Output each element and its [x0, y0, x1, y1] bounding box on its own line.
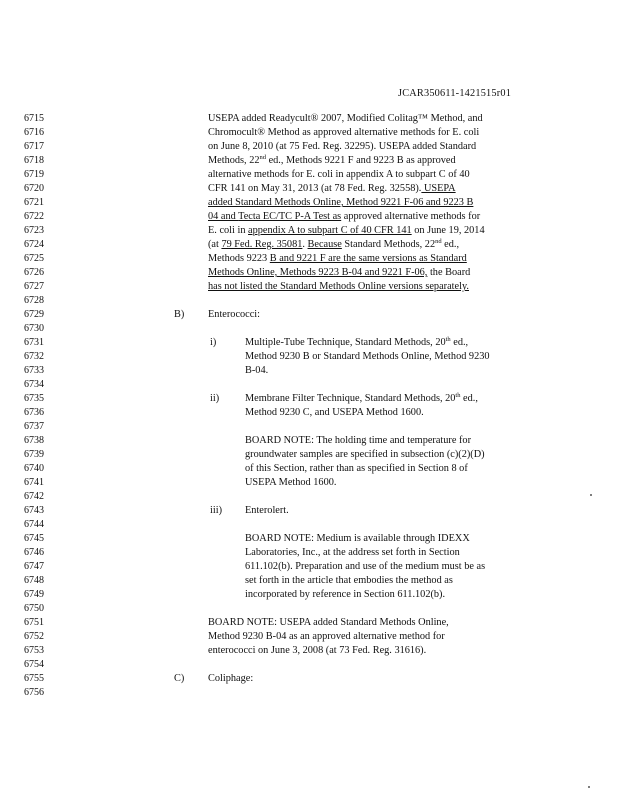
note-line: added Standard Methods Online, Method 9221 F-06 and 9223 B [208, 197, 474, 208]
item-number: i) [210, 337, 217, 348]
section-label: C) [174, 673, 185, 684]
line-number: 6729 [24, 309, 44, 320]
board-note-line: BOARD NOTE: The holding time and temperature for [245, 435, 472, 446]
board-note-line: BOARD NOTE: Medium is available through IDEXX [245, 533, 470, 544]
note-line: on June 8, 2010 (at 75 Fed. Reg. 32295). USEPA added Standard [208, 141, 477, 152]
line-number: 6715 [24, 113, 44, 124]
note-line: Methods Online, Methods 9223 B-04 and 9221 F-06, the Board [208, 267, 471, 278]
line-number: 6720 [24, 183, 44, 194]
line-number: 6725 [24, 253, 44, 264]
line-number: 6736 [24, 407, 44, 418]
board-note-line: Laboratories, Inc., at the address set forth in Section [245, 547, 460, 558]
line-number: 6742 [24, 491, 44, 502]
board-note-line: 611.102(b). Preparation and use of the medium must be as [245, 561, 486, 572]
document-id-header: JCAR350611-1421515r01 [398, 88, 512, 99]
line-number: 6727 [24, 281, 44, 292]
section-label: B) [174, 309, 185, 320]
line-number: 6716 [24, 127, 44, 138]
line-number: 6719 [24, 169, 44, 180]
note-line: Methods 9223 B and 9221 F are the same versions as Standard [208, 253, 467, 264]
line-number: 6732 [24, 351, 44, 362]
line-number: 6753 [24, 645, 44, 656]
line-number: 6752 [24, 631, 44, 642]
note-line: USEPA added Readycult® 2007, Modified Colitag™ Method, and [208, 113, 483, 124]
line-number: 6723 [24, 225, 44, 236]
note-line: 04 and Tecta EC/TC P-A Test as approved alternative methods for [208, 211, 481, 222]
item-line: Method 9230 B or Standard Methods Online, Method 9230 [245, 351, 490, 362]
line-number: 6733 [24, 365, 44, 376]
line-number: 6738 [24, 435, 44, 446]
item-line: Membrane Filter Technique, Standard Methods, 20th ed., [245, 392, 478, 404]
line-number: 6731 [24, 337, 44, 348]
item-line: Multiple-Tube Technique, Standard Methods, 20th ed., [245, 336, 469, 348]
line-number: 6746 [24, 547, 44, 558]
note-line: Chromocult® Method as approved alternative methods for E. coli [208, 127, 480, 138]
line-number: 6754 [24, 659, 44, 670]
line-number: 6756 [24, 687, 44, 698]
line-number: 6730 [24, 323, 44, 334]
scan-speck [590, 494, 592, 496]
note-line: has not listed the Standard Methods Online versions separately. [208, 281, 469, 292]
line-number: 6749 [24, 589, 44, 600]
line-number: 6722 [24, 211, 44, 222]
line-number: 6735 [24, 393, 44, 404]
board-note-line: of this Section, rather than as specified in Section 8 of [245, 463, 468, 474]
item-number: iii) [210, 505, 223, 516]
line-number: 6744 [24, 519, 44, 530]
line-number: 6747 [24, 561, 44, 572]
line-number: 6751 [24, 617, 44, 628]
line-number: 6737 [24, 421, 44, 432]
note-line: (at 79 Fed. Reg. 35081. Because Standard Methods, 22nd ed., [208, 238, 460, 250]
item-line: B-04. [245, 365, 269, 376]
scan-speck [588, 786, 590, 788]
item-line: Method 9230 C, and USEPA Method 1600. [245, 407, 424, 418]
item-line: Enterolert. [245, 505, 289, 516]
note-line: E. coli in appendix A to subpart C of 40 CFR 141 on June 19, 2014 [208, 225, 485, 236]
line-number: 6726 [24, 267, 44, 278]
line-number: 6721 [24, 197, 44, 208]
line-number: 6724 [24, 239, 44, 250]
board-note-line: set forth in the article that embodies the method as [245, 575, 453, 586]
line-number: 6740 [24, 463, 44, 474]
section-title: Coliphage: [208, 673, 254, 684]
board-note-line: Method 9230 B-04 as an approved alternative method for [208, 631, 445, 642]
note-line: CFR 141 on May 31, 2013 (at 78 Fed. Reg. 32558). USEPA [208, 183, 456, 194]
line-number: 6717 [24, 141, 44, 152]
line-number: 6741 [24, 477, 44, 488]
section-title: Enterococci: [208, 309, 261, 320]
line-number: 6743 [24, 505, 44, 516]
board-note-line: incorporated by reference in Section 611.102(b). [245, 589, 446, 600]
line-number: 6755 [24, 673, 44, 684]
note-line: Methods, 22nd ed., Methods 9221 F and 9223 B as approved [208, 154, 456, 166]
line-number: 6745 [24, 533, 44, 544]
board-note-line: enterococci on June 3, 2008 (at 73 Fed. Reg. 31616). [208, 645, 427, 656]
line-number: 6748 [24, 575, 44, 586]
board-note-line: USEPA Method 1600. [245, 477, 337, 488]
line-number: 6728 [24, 295, 44, 306]
note-line: alternative methods for E. coli in appendix A to subpart C of 40 [208, 169, 470, 180]
line-number: 6739 [24, 449, 44, 460]
line-number: 6718 [24, 155, 44, 166]
line-number: 6734 [24, 379, 44, 390]
board-note-line: BOARD NOTE: USEPA added Standard Methods Online, [208, 617, 449, 628]
line-number: 6750 [24, 603, 44, 614]
item-number: ii) [210, 393, 220, 404]
board-note-line: groundwater samples are specified in subsection (c)(2)(D) [245, 449, 485, 460]
